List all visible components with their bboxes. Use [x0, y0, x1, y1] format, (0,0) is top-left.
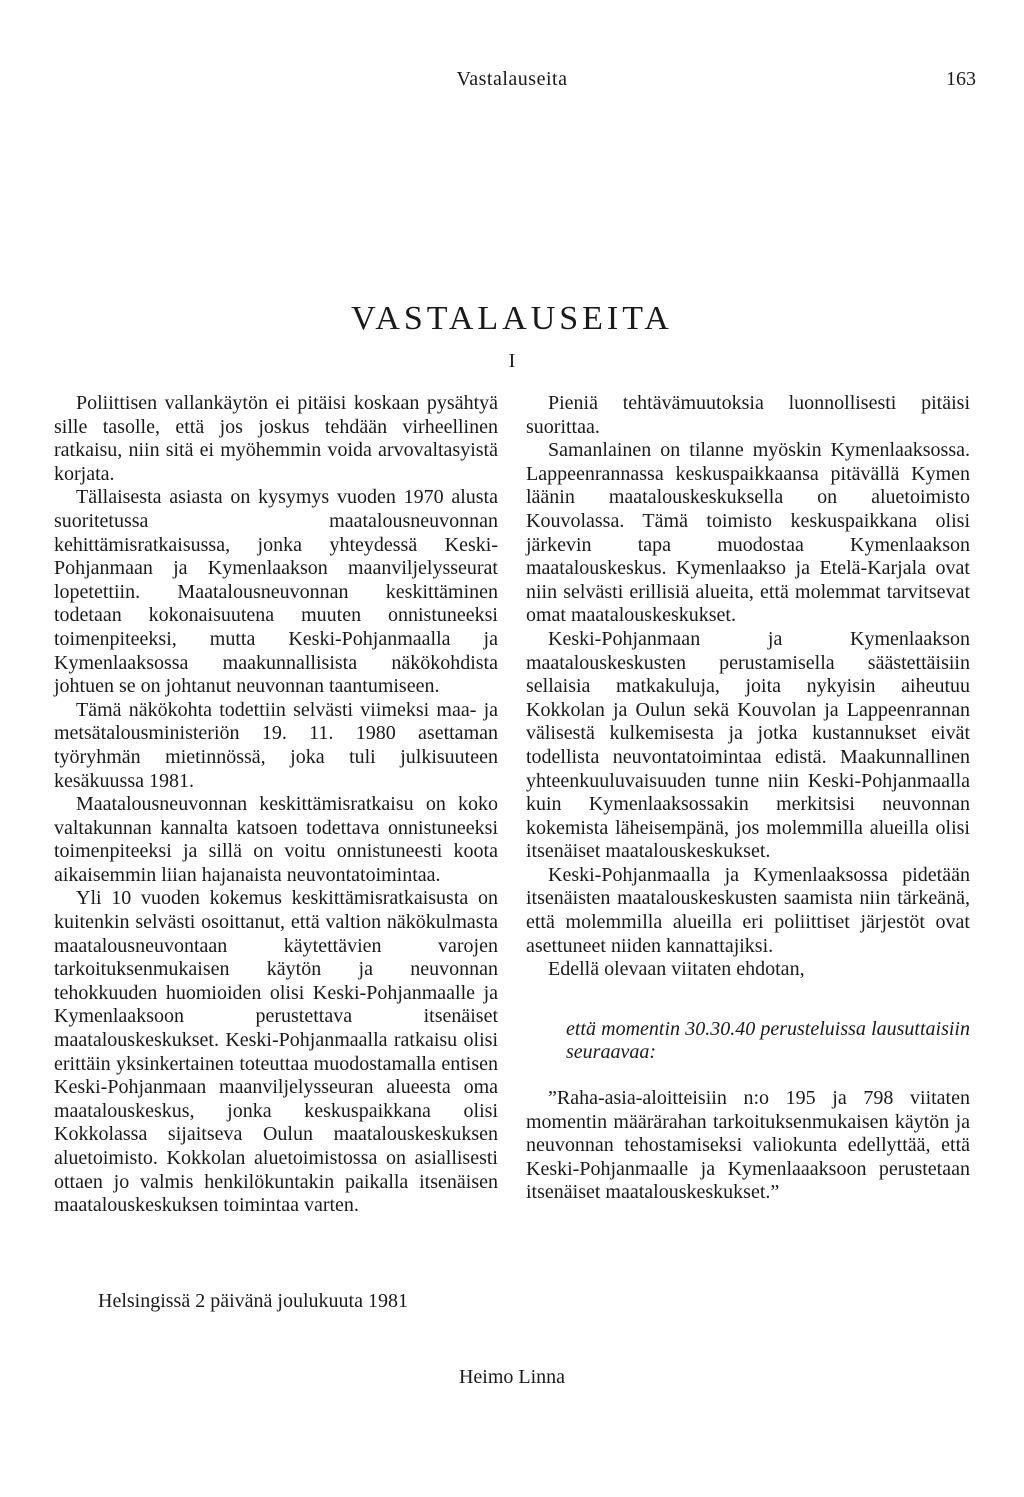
left-paragraph-4: Maatalousneuvonnan keskittämisratkaisu on koko valtakunnan kannalta katsoen todettava onnistuneeksi toimenpiteeksi ja sillä on voitu onnistuneesti koota aikaisemmin liian hajanaista neuvontatoimintaa. — [54, 793, 498, 886]
right-paragraph-1: Pieniä tehtävämuutoksia luonnollisesti pitäisi suorittaa. — [526, 392, 970, 438]
page-title: VASTALAUSEITA — [351, 300, 673, 337]
page-number: 163 — [946, 68, 976, 90]
left-paragraph-3: Tämä näkökohta todettiin selvästi viimeksi maa- ja metsätalousministeriön 19. 11. 1980 asettaman työryhmän mietinnössä, joka tuli julkisuuteen kesäkuussa 1981. — [54, 698, 498, 792]
left-paragraph-1: Poliittisen vallankäytön ei pitäisi koskaan pysähtyä sille tasolle, että jos joskus tehdään virheellinen ratkaisu, niin sitä ei myöhemmin voida arvovaltasyistä korjata. — [54, 392, 498, 485]
signature-name: Heimo Linna — [458, 1366, 566, 1388]
running-head — [0, 68, 1024, 98]
right-paragraph-3: Keski-Pohjanmaan ja Kymenlaakson maatalouskeskusten perustamisella säästettäisiin sellaisia matkakuluja, joita nykyisin aiheutuu Kokkolan ja Oulun sekä Kouvolan ja Lappeenrannan välisestä kulkemisesta ja jotka kustannukset eivät todellista neuvontatoimintaa edistä. Maakunnallinen yhteenkuuluvaisuuden tunne niin Keski-Pohjanmaalla kuin Kymenlaaksossakin merkitsisi neuvonnan kokemista läheisempänä, jos molemmilla alueilla olisi itsenäiset maatalouskeskukset. — [526, 627, 970, 863]
right-column — [526, 392, 970, 1205]
running-title: Vastalauseita — [456, 68, 568, 90]
left-paragraph-5: Yli 10 vuoden kokemus keskittämisratkaisusta on kuitenkin selvästi osoittanut, että valtion näkökulmasta maatalousneuvontaan käytettävien varojen tarkoituksenmukaisen käytön ja neuvonnan tehokkuuden huomioiden olisi Keski-Pohjanmaalle ja Kymenlaaksoon perustettava itsenäiset maatalouskeskukset. Keski-Pohjanmaalla ratkaisu olisi erittäin yksinkertainen toteuttaa muodostamalla entisen Keski-Pohjanmaan maanviljelysseuran alueesta oma maatalouskeskus, jonka keskuspaikkana olisi Kokkolassa sijaitseva Oulun maatalouskeskuksen aluetoimisto. Kokkolan aluetoimistossa on asiallisesti ottaen jo valmis henkilökuntakin paikalla itsenäisen maatalouskeskuksen toimintaa varten. — [54, 887, 498, 1217]
section-numeral: I — [508, 350, 516, 372]
right-paragraph-2: Samanlainen on tilanne myöskin Kymenlaaksossa. Lappeenrannassa keskuspaikkaansa pitävällä Kymen läänin maatalouskeskuksella on aluetoimisto Kouvolassa. Tämä toimisto keskuspaikkana olisi järkevin tapa muodostaa Kymenlaakson maatalouskeskus. Kymenlaakso ja Etelä-Karjala ovat niin selvästi erillisiä alueita, että molemmat tarvitsevat omat maatalouskeskukset. — [526, 439, 970, 627]
left-paragraph-2: Tällaisesta asiasta on kysymys vuoden 1970 alusta suoritetussa maatalousneuvonnan kehittämisratkaisussa, jonka yhteydessä Keski-Pohjanmaan ja Kymenlaakson maanviljelysseurat lopetettiin. Maatalousneuvonnan keskittäminen todetaan kokonaisuutena muuten onnistuneeksi toimenpiteeksi, mutta Keski-Pohjanmaalla ja Kymenlaaksossa maakunnallisista näkökohdista johtuen se on johtanut neuvonnan taantumiseen. — [54, 486, 498, 698]
right-paragraph-4: Keski-Pohjanmaalla ja Kymenlaaksossa pidetään itsenäisten maatalouskeskusten saamista niin tärkeänä, että molemmilla alueilla eri poliittiset järjestöt ovat asettuneet niiden kannattajiksi. — [526, 863, 970, 957]
right-paragraph-5: Edellä olevaan viitaten ehdotan, — [548, 958, 805, 981]
proposal-quote: ”Raha-asia-aloitteisiin n:o 195 ja 798 viitaten momentin määrärahan tarkoituksenmukaisen käytön ja neuvonnan tehostamiseksi valiokunta edellyttää, että Keski-Pohjanmaalle ja Kymenlaaaksoon perustetaan itsenäiset maatalouskeskukset.” — [526, 1087, 970, 1204]
left-column — [54, 392, 498, 1218]
signature-place-date: Helsingissä 2 päivänä joulukuuta 1981 — [98, 1290, 408, 1312]
proposal-intro: että momentin 30.30.40 perusteluissa lausuttaisiin seuraavaa: — [566, 1017, 970, 1064]
